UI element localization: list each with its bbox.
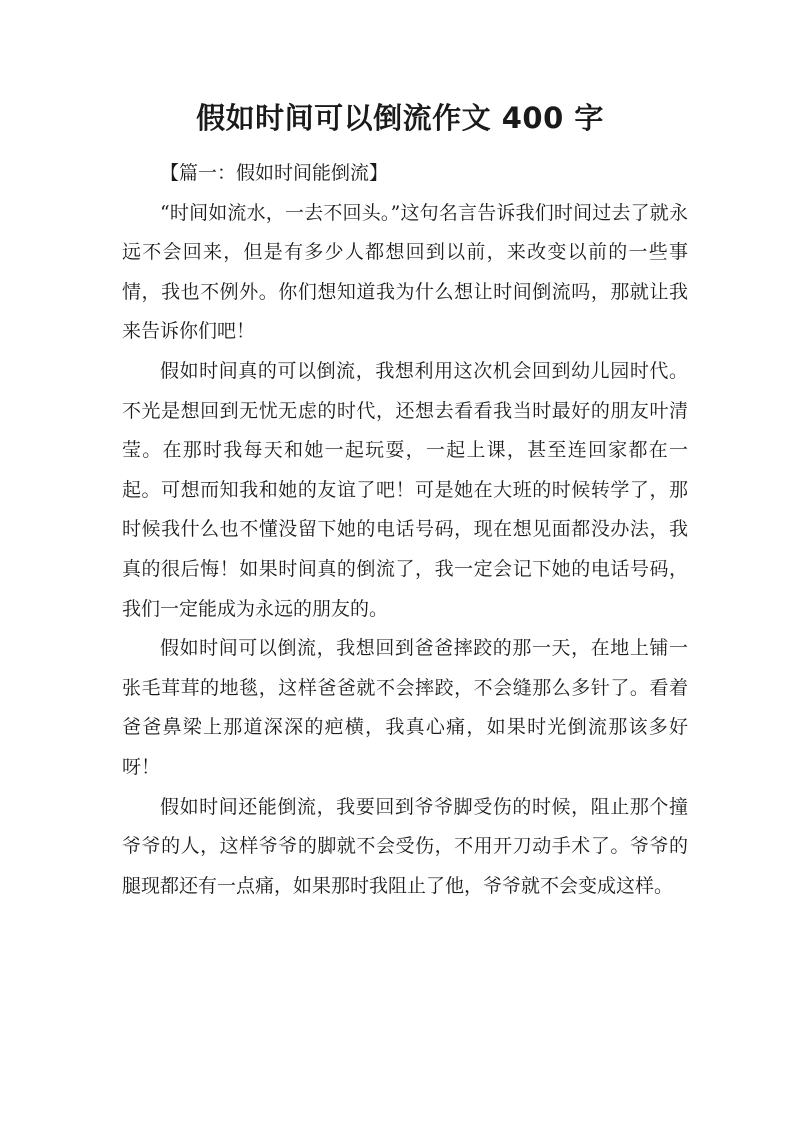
paragraph-2: 假如时间真的可以倒流，我想利用这次机会回到幼儿园时代。不光是想回到无忧无虑的时代，还想去看看我当时最好的朋友叶清莹。在那时我每天和她一起玩耍，一起上课，甚至连回家都在一起。可想而知我和她的友谊了吧！可是她在大班的时候转学了，那时候我什么也不懂没留下她的电话号码，现在想见面都没办法，我真的很后悔！如果时间真的倒流了，我一定会记下她的电话号码，我们一定能成为永远的朋友的。 — [122, 359, 688, 620]
paragraph-3: 假如时间可以倒流，我想回到爸爸摔跤的那一天，在地上铺一张毛茸茸的地毯，这样爸爸就不会摔跤，不会缝那么多针了。看着爸爸鼻梁上那道深深的疤横，我真心痛，如果时光倒流那该多好呀！ — [122, 637, 688, 778]
paragraph-1: “时间如流水，一去不回头。”这句名言告诉我们时间过去了就永远不会回来，但是有多少人都想回到以前，来改变以前的一些事情，我也不例外。你们想知道我为什么想让时间倒流吗，那就让我来告诉你们吧！ — [122, 201, 688, 343]
paragraph-4: 假如时间还能倒流，我要回到爷爷脚受伤的时候，阻止那个撞爷爷的人，这样爷爷的脚就不会受伤，不用开刀动手术了。爷爷的腿现都还有一点痛，如果那时我阻止了他，爷爷就不会变成这样。 — [122, 795, 688, 897]
document-body — [122, 154, 688, 906]
document-title: 假如时间可以倒流作文 400 字 — [196, 101, 604, 135]
section-heading: 【篇一：假如时间能倒流】 — [160, 162, 389, 184]
